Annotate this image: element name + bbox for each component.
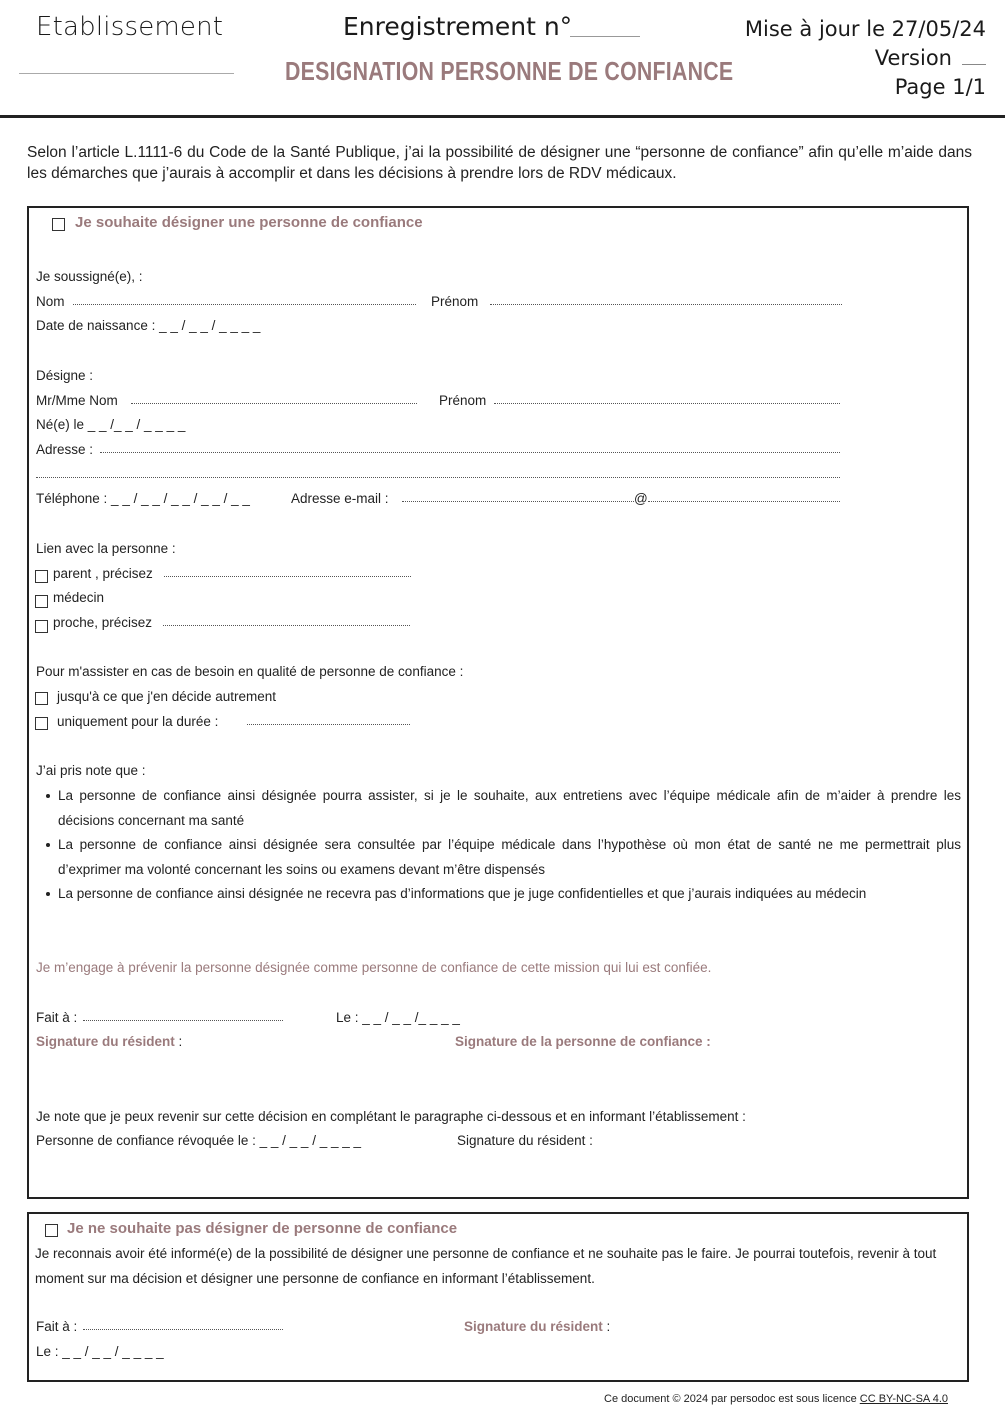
address-field-line-1[interactable]: [100, 442, 840, 453]
assist-duration-label: uniquement pour la durée :: [57, 714, 219, 729]
email-label: Adresse e-mail :: [291, 491, 389, 506]
relation-close-label: proche, précisez: [53, 615, 153, 630]
resident-signature-label: Signature du résident :: [36, 1034, 183, 1049]
relation-parent-checkbox[interactable]: [35, 570, 48, 583]
address-label: Adresse :: [36, 442, 94, 457]
relation-parent-label: parent , précisez: [53, 566, 153, 581]
relation-doctor-checkbox[interactable]: [35, 595, 48, 608]
trusted-nom-field[interactable]: [131, 393, 417, 404]
notes-list: [36, 784, 961, 907]
assist-until-decided-checkbox[interactable]: [35, 692, 48, 705]
assist-duration-field[interactable]: [247, 714, 410, 725]
designate-heading: Je souhaite désigner une personne de confiance: [75, 214, 423, 231]
trusted-nom-label: Mr/Mme Nom: [36, 393, 118, 408]
decline-date-field[interactable]: Le : _ _ / _ _ / _ _ _ _: [36, 1344, 164, 1359]
email-user-field[interactable]: [402, 491, 634, 502]
license-text: Ce document © 2024 par persodoc est sous licence: [604, 1393, 860, 1405]
update-date: Mise à jour le 27/05/24: [744, 17, 986, 41]
assist-duration-checkbox[interactable]: [35, 717, 48, 730]
date-field[interactable]: Le : _ _ / _ _ /_ _ _ _: [336, 1010, 460, 1025]
registration-field-line[interactable]: [570, 36, 640, 37]
nom-field[interactable]: [73, 294, 416, 305]
relation-label: Lien avec la personne :: [36, 541, 176, 556]
version-line: [875, 46, 986, 70]
birthdate-field[interactable]: Date de naissance : _ _ / _ _ / _ _ _ _: [36, 318, 261, 333]
done-at-label: Fait à :: [36, 1010, 78, 1025]
license-link[interactable]: CC BY-NC-SA 4.0: [859, 1393, 948, 1405]
note-item: La personne de confiance ainsi désignée sera consultée par l’équipe médicale dans l’hypothèse où mon état de santé ne me permettrait plus d’exprimer ma volonté concernant les soins ou examens devant m’être dispensés: [36, 833, 961, 882]
version-label: Version: [874, 46, 952, 70]
designates-label: Désigne :: [36, 368, 94, 383]
prenom-label: Prénom: [431, 294, 479, 309]
noted-label: J’ai pris note que :: [36, 763, 146, 778]
revoked-date-field[interactable]: Personne de confiance révoquée le : _ _ / _ _ / _ _ _ _: [36, 1133, 361, 1148]
version-value: [962, 51, 986, 65]
establishment-field-line[interactable]: [19, 73, 234, 74]
prenom-field[interactable]: [490, 294, 842, 305]
decline-done-at-field[interactable]: [83, 1319, 283, 1330]
note-item: La personne de confiance ainsi désignée pourra assister, si je le souhaite, aux entretiens avec l’équipe médicale afin de m’aider à prendre les décisions concernant ma santé: [36, 784, 961, 833]
revoke-signature-label: Signature du résident :: [457, 1133, 593, 1148]
undersigned-label: Je soussigné(e), :: [36, 269, 143, 284]
email-at-sign: @: [634, 491, 648, 506]
registration-label: Enregistrement n°: [343, 12, 573, 41]
page-number: Page 1/1: [894, 75, 986, 99]
nom-label: Nom: [36, 294, 65, 309]
commitment-text: Je m’engage à prévenir la personne désignée comme personne de confiance de cette mission qui lui est confiée.: [36, 960, 712, 975]
trusted-birthdate-field[interactable]: Né(e) le _ _ /_ _ / _ _ _ _: [36, 417, 186, 432]
relation-parent-field[interactable]: [164, 566, 411, 577]
decline-signature-label: Signature du résident :: [464, 1319, 611, 1334]
decline-heading: Je ne souhaite pas désigner de personne de confiance: [67, 1220, 458, 1237]
assist-until-decided-label: jusqu'à ce que j'en décide autrement: [57, 689, 277, 704]
assist-label: Pour m'assister en cas de besoin en qualité de personne de confiance :: [36, 664, 464, 679]
establishment-label: Etablissement: [36, 12, 224, 42]
decline-section: [27, 1212, 969, 1382]
intro-paragraph: Selon l’article L.1111-6 du Code de la Santé Publique, j’ai la possibilité de désigner une “personne de confiance” afin qu’elle m’aide dans les démarches que j’aurais à accomplir et dans les décisions à prendre lors de RDV médicaux.: [27, 144, 972, 182]
license-footer: [604, 1393, 948, 1405]
designate-checkbox[interactable]: [52, 218, 65, 231]
relation-close-checkbox[interactable]: [35, 620, 48, 633]
email-domain-field[interactable]: [648, 491, 840, 502]
trusted-prenom-field[interactable]: [494, 393, 840, 404]
header-divider: [0, 115, 1005, 118]
decline-text: Je reconnais avoir été informé(e) de la possibilité de désigner une personne de confiance et ne souhaite pas le faire. Je pourrai toutefois, revenir à tout moment sur ma décision et désigner une personne de confiance en informant l’établissement.: [35, 1246, 937, 1286]
phone-field[interactable]: Téléphone : _ _ / _ _ / _ _ / _ _ / _ _: [36, 491, 250, 506]
document-title: DESIGNATION PERSONNE DE CONFIANCE: [285, 56, 734, 86]
relation-close-field[interactable]: [163, 615, 410, 626]
trusted-signature-label: Signature de la personne de confiance :: [455, 1034, 711, 1049]
address-field-line-2[interactable]: [36, 467, 840, 478]
decline-checkbox[interactable]: [45, 1224, 58, 1237]
note-item: La personne de confiance ainsi désignée ne recevra pas d’informations que je juge confidentielles et que j’aurais indiquées au médecin: [36, 882, 961, 907]
done-at-field[interactable]: [83, 1010, 283, 1021]
relation-doctor-label: médecin: [53, 590, 105, 605]
revoke-note: Je note que je peux revenir sur cette décision en complétant le paragraphe ci-dessous et en informant l’établissement :: [36, 1109, 746, 1124]
decline-done-at-label: Fait à :: [36, 1319, 78, 1334]
trusted-prenom-label: Prénom: [439, 393, 487, 408]
